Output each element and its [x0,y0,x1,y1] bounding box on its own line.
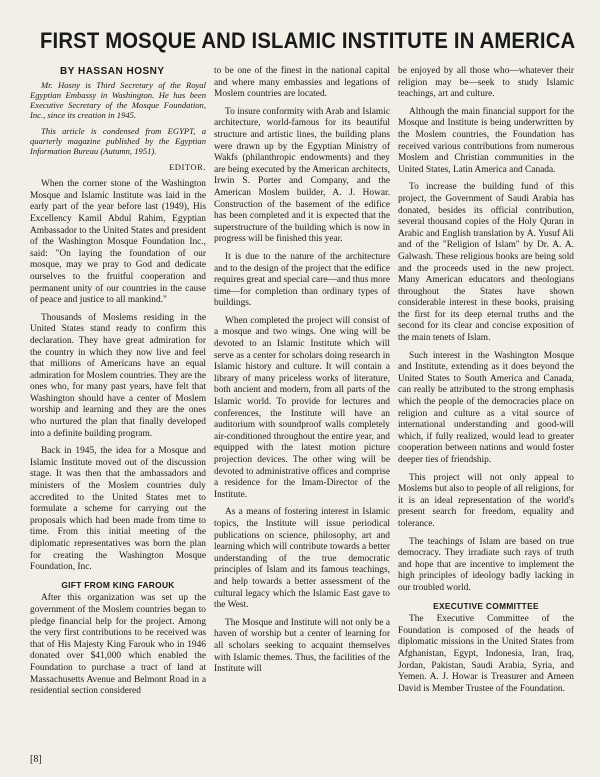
byline: BY HASSAN HOSNY [60,66,165,77]
column-2 [214,66,390,682]
paragraph: be enjoyed by all those who—whatever their religion may be—seek to study Islamic teachings, art and culture. [398,66,574,100]
editor-signature: EDITOR. [169,161,206,172]
paragraph: The Mosque and Institute will not only be a haven of worship but a center of learning for all scholars seeking to acquaint themselves with Islamic themes. Thus, the facilities of the Institute will [214,617,390,675]
paragraph: To insure conformity with Arab and Islamic architecture, world-famous for its beautiful structure and artistic lines, the building plans were drawn up by the Egyptian Ministry of Wakfs (philanthropic endowments) and they are being executed by the American architects, Irwin S. Porter and Company, and the American Moslem builder, A. J. Howar. Construction of the basement of the edifice has been completed and it is expected that the superstructure of the building which is now in progress will be finished this year. [214,106,390,245]
paragraph: It is due to the nature of the architecture and to the design of the project that the edifice requires great and special care—and thus more time—for completion than ordinary types of buildings. [214,251,390,309]
paragraph: When the corner stone of the Washington Mosque and Islamic Institute was laid in the early part of the year before last (1949), His Excellency Kamil Abdul Rahim, Egyptian Ambassador to the United States and president of the Washington Mosque Foundation Inc., said: "On laying the foundation of our mosque, may we pray to God and dedicate ourselves to the fruitful cooperation and permanent unity of our countries in the cause of peace and justice to all mankind." [30,179,206,306]
column-1 [30,66,206,704]
author-note: Mr. Hosny is Third Secretary of the Royal Egyptian Embassy in Washington. He has been Executive Secretary of the Mosque Foundation, Inc., since its creation in 1945. [30,79,206,120]
paragraph: The teachings of Islam are based on true democracy. They irradiate such rays of truth and hope that are incentive to implement the high principles of ideology badly lacking in our troubled world. [398,536,574,593]
paragraph: to be one of the finest in the national capital and where many embassies and legations of Moslem countries are located. [214,66,390,100]
source-note: This article is condensed from EGYPT, a quarterly magazine published by the Egyptian Information Bureau (Autumn, 1951). [30,125,206,156]
subheading-gift: GIFT FROM KING FAROUK [61,579,175,590]
subheading-committee: EXECUTIVE COMMITTEE [433,600,539,611]
column-3 [398,66,574,701]
paragraph: After this organization was set up the government of the Moslem countries began to pledge financial help for the project. Among the very first contributions to be received was that of His Majesty King Farouk who in 1946 donated over $41,000 which enabled the Foundation to purchase a tract of land at Massachusetts Avenue and Belmont Road in a residential section considered [30,593,206,697]
paragraph: To increase the building fund of this project, the Government of Saudi Arabia has donated, besides its official contribution, several thousand copies of the Holy Quran in Arabic and English translation by A. Yusuf Ali and of the "Religion of Islam" by Dr. A. A. Galwash. These religious books are being sold and the proceeds used in the new project. Many American educators and theologians throughout the States have shown considerable interest in these books, praising the first for its deep eternal truths and the second for its clear and concise exposition of the main tenets of Islam. [398,182,574,344]
paragraph: Back in 1945, the idea for a Mosque and Islamic Institute moved out of the discussion stage. It was then that the ambassadors and ministers of the Moslem countries duly accredited to the United States met to formulate a scheme for carrying out the proposals which had been made from time to time. From this initial meeting of the diplomatic representatives was born the plan for creating the Washington Mosque Foundation, Inc. [30,446,206,573]
paragraph: Such interest in the Washington Mosque and Institute, extending as it does beyond the United States to South America and Canada, can really be attributed to the strong emphasis which the people of the democracies place on religion and culture as a vital source of international understanding and good-will which, if fully realized, would lead to greater cooperation between nations and would foster deeper ties of friendship. [398,350,574,465]
page-number: [8] [30,754,42,765]
article-title: FIRST MOSQUE AND ISLAMIC INSTITUTE IN AMERICA [40,28,576,53]
paragraph: The Executive Committee of the Foundation is composed of the heads of diplomatic missions in the United States from Afghanistan, Egypt, Indonesia, Iran, Iraq, Jordan, Pakistan, Saudi Arabia, Syria, and Yemen. A. J. Howar is Treasurer and Ameen David is Member Trustee of the Foundation. [398,614,574,694]
paragraph: This project will not only appeal to Moslems but also to people of all religions, for it is an ideal representation of the world's present search for freedom, equality and tolerance. [398,472,574,529]
paragraph: As a means of fostering interest in Islamic topics, the Institute will issue periodical publications on science, philosophy, art and learning which will contribute towards a better understanding of the true democratic principles of Islam and its famous teachings, and help towards a better assessment of the cultural legacy which the Islamic East gave to the West. [214,507,390,611]
paragraph: When completed the project will consist of a mosque and two wings. One wing will be devoted to an Islamic Institute which will serve as a center for scholars doing research in Islamic history and culture. It will contain a library of many priceless works of literature, both ancient and modern, from all parts of the Islamic world. To provide for lectures and conferences, the Institute will have an auditorium with soundproof walls completely air-conditioned throughout the entire year, and equipped with the latest motion picture projection devices. The other wing will be devoted to administrative offices and comprise a residence for the Imam-Director of the Institute. [214,315,390,500]
paragraph: Thousands of Moslems residing in the United States stand ready to confirm this declaration. They have great admiration for the country in which they now live and feel that millions of Americans have an equal admiration for Moslem countries. They are the ones who, for many past years, have felt that Washington should have a center of Moslem worship and learning and they are the ones who nurtured the plan that finally developed into a definite building program. [30,312,206,439]
paragraph: Although the main financial support for the Mosque and Institute is being underwritten by the Moslem countries, the Foundation has received various contributions from numerous Moslem and Christian communities in the United States, Latin America and Canada. [398,106,574,175]
